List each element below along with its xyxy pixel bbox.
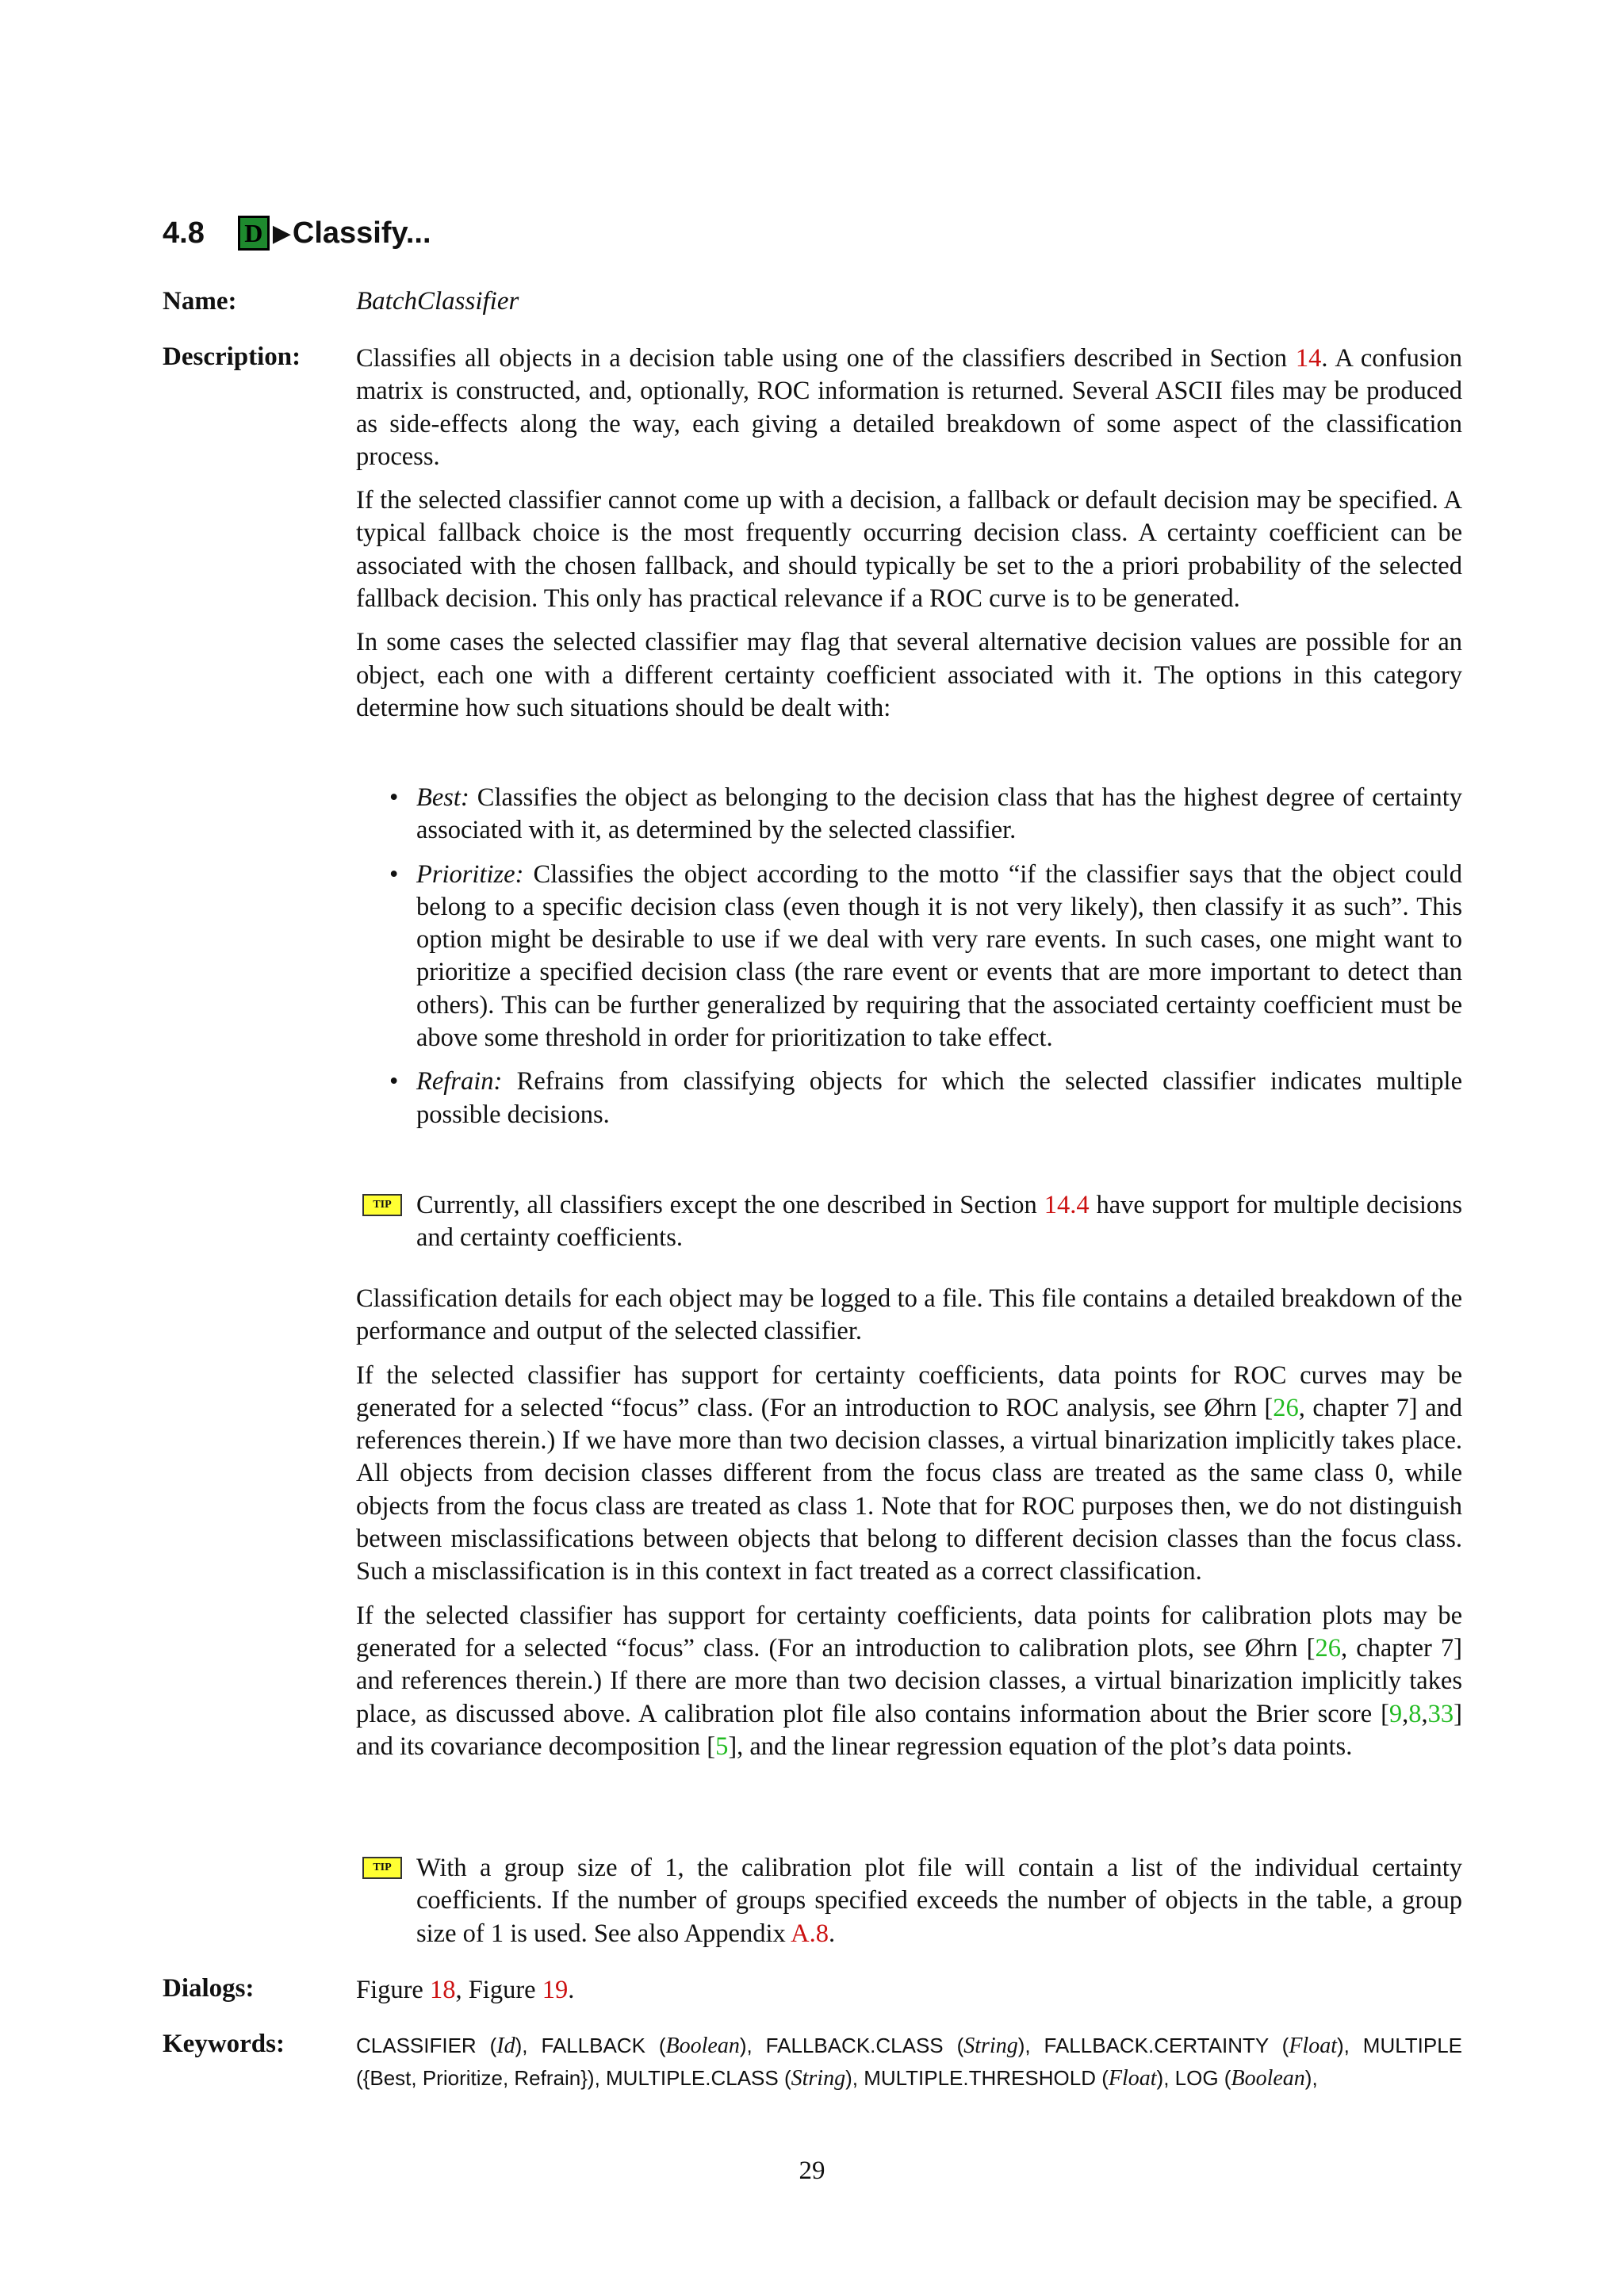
- page-number: 29: [799, 2156, 825, 2185]
- keyword-name: CLASSIFIER: [356, 2034, 477, 2057]
- options-list: [356, 782, 1462, 1131]
- list-item: • Refrain: Refrains from classifying objects for which the selected classifier indicates multiple possible decisions.: [389, 1067, 1462, 1129]
- keyword-type: Float: [1108, 2066, 1157, 2091]
- dialogs-value: Figure 18, Figure 19.: [356, 1976, 575, 2004]
- keyword-type: Float: [1289, 2034, 1337, 2058]
- keyword-name: FALLBACK.CERTAINTY: [1044, 2034, 1269, 2057]
- section-heading: [163, 212, 431, 254]
- tip-icon: TIP: [362, 1194, 402, 1216]
- keyword-item: CLASSIFIER (Id),: [356, 2034, 542, 2058]
- section-number: 4.8: [163, 216, 205, 250]
- section-link[interactable]: 14.4: [1044, 1191, 1090, 1219]
- description-label: Description:: [163, 342, 301, 371]
- tip-icon: TIP: [362, 1857, 402, 1879]
- keyword-type: {Best, Prioritize, Refrain}: [362, 2066, 588, 2091]
- paragraph: If the selected classifier cannot come up with a decision, a fallback or default decision may be specified. A typical fallback choice is the most frequently occurring decision class. A certainty coefficient can be associated with the chosen fallback, and should typically be set to the a priori probability of the selected fallback decision. This only has practical relevance if a ROC curve is to be generated.: [356, 486, 1462, 614]
- paragraph: If the selected classifier has support for certainty coefficients, data points for calibration plots may be generated for a selected “focus” class. (For an introduction to calibration plots, see Øhrn [26, chapter 7] and references therein.) If there are more than two decision classes, a virtual binarization implicitly takes place, as discussed above. A calibration plot file also contains information about the Brier score [9,8,33] and its covariance decomposition [5], and the linear regression equation of the plot’s data points.: [356, 1601, 1462, 1761]
- tip-text: With a group size of 1, the calibration plot file will contain a list of the individual certainty coefficients. If the number of groups specified exceeds the number of objects in the table, a group size of 1 is used. See also Appendix A.8.: [416, 1854, 1462, 1948]
- citation-link[interactable]: 33: [1427, 1699, 1454, 1728]
- name-label: Name:: [163, 287, 237, 316]
- name-value: BatchClassifier: [356, 287, 519, 316]
- keyword-name: MULTIPLE.CLASS: [606, 2066, 779, 2091]
- tip-box: [356, 1189, 1462, 1255]
- paragraph: In some cases the selected classifier may flag that several alternative decision values are possible for an object, each one with a different certainty coefficient associated with it. The options in this category determine how such situations should be dealt with:: [356, 628, 1462, 722]
- keyword-type: Id: [496, 2034, 515, 2058]
- citation-link[interactable]: 5: [715, 1732, 729, 1761]
- citation-link[interactable]: 9: [1388, 1699, 1403, 1728]
- keyword-item: FALLBACK.CERTAINTY (Float),: [1044, 2034, 1363, 2058]
- description-body-continued: [356, 1283, 1462, 1763]
- tip-box: [356, 1852, 1462, 1950]
- tip-text: Currently, all classifiers except the one described in Section 14.4 have support for multiple decisions and certainty coefficients.: [416, 1191, 1462, 1253]
- keyword-item: MULTIPLE ({Best, Prioritize, Refrain}),: [356, 2034, 1463, 2091]
- keyword-name: MULTIPLE.THRESHOLD: [864, 2066, 1096, 2091]
- keyword-item: FALLBACK (Boolean),: [541, 2034, 766, 2058]
- keyword-type: String: [963, 2034, 1018, 2058]
- dialog-icon: D: [238, 216, 270, 251]
- keywords-list: [356, 2030, 1462, 2095]
- keyword-name: FALLBACK.CLASS: [765, 2034, 944, 2057]
- paragraph: If the selected classifier has support for certainty coefficients, data points for ROC curves may be generated for a selected “focus” class. (For an introduction to ROC analysis, see Øhrn [26, chapter 7] and references therein.) If we have more than two decision classes, a virtual binarization implicitly takes place. All objects from decision classes different from the focus class are treated as the same class 0, while objects from the focus class are treated as class 1. Note that for ROC purposes then, we do not distinguish between misclassifications between objects that belong to different decision classes than the focus class. Such a misclassification is in this context in fact treated as a correct classification.: [356, 1360, 1462, 1586]
- play-triangle-icon: ▶: [272, 220, 291, 247]
- keyword-item: LOG (Boolean),: [1174, 2066, 1318, 2091]
- keyword-name: FALLBACK: [541, 2034, 645, 2057]
- keyword-item: FALLBACK.CLASS (String),: [765, 2034, 1044, 2058]
- dialogs-label: Dialogs:: [163, 1974, 255, 2003]
- list-item: • Prioritize: Classifies the object according to the motto “if the classifier says that the object could belong to a specific decision class (even though it is not very likely), then classify it as such”. This option might be desirable to use if we deal with very rare events. In such cases, one might want to prioritize a specified decision class (the rare event or events that are more important to detect than others). This can be further generalized by requiring that the associated certainty coefficient must be above some threshold in order for prioritization to take effect.: [389, 859, 1462, 1053]
- list-item: • Best: Classifies the object as belonging to the decision class that has the highest degree of certainty associated with it, as determined by the selected classifier.: [389, 783, 1462, 845]
- appendix-link[interactable]: A.8: [791, 1919, 829, 1948]
- keyword-name: MULTIPLE: [1362, 2034, 1463, 2057]
- section-link[interactable]: 14: [1295, 344, 1322, 373]
- keyword-item: MULTIPLE.THRESHOLD (Float),: [864, 2066, 1175, 2091]
- keyword-type: Boolean: [1231, 2066, 1305, 2091]
- figure-link[interactable]: 19: [542, 1976, 569, 2004]
- section-title: Classify...: [292, 216, 431, 250]
- keywords-label: Keywords:: [163, 2030, 285, 2058]
- keyword-item: MULTIPLE.CLASS (String),: [606, 2066, 864, 2091]
- paragraph: Classifies all objects in a decision table using one of the classifiers described in Section 14. A confusion matrix is constructed, and, optionally, ROC information is returned. Several ASCII files may be produced as side-effects along the way, each giving a detailed breakdown of some aspect of the classification process.: [356, 344, 1463, 471]
- citation-link[interactable]: 26: [1273, 1393, 1299, 1422]
- keyword-name: LOG: [1174, 2066, 1219, 2091]
- paragraph: Classification details for each object may be logged to a file. This file contains a detailed breakdown of the performance and output of the selected classifier.: [356, 1284, 1462, 1346]
- citation-link[interactable]: 8: [1408, 1699, 1422, 1728]
- figure-link[interactable]: 18: [429, 1976, 456, 2004]
- citation-link[interactable]: 26: [1315, 1633, 1341, 1663]
- keyword-type: String: [791, 2066, 846, 2091]
- keyword-type: Boolean: [665, 2034, 740, 2058]
- description-body: [356, 342, 1462, 725]
